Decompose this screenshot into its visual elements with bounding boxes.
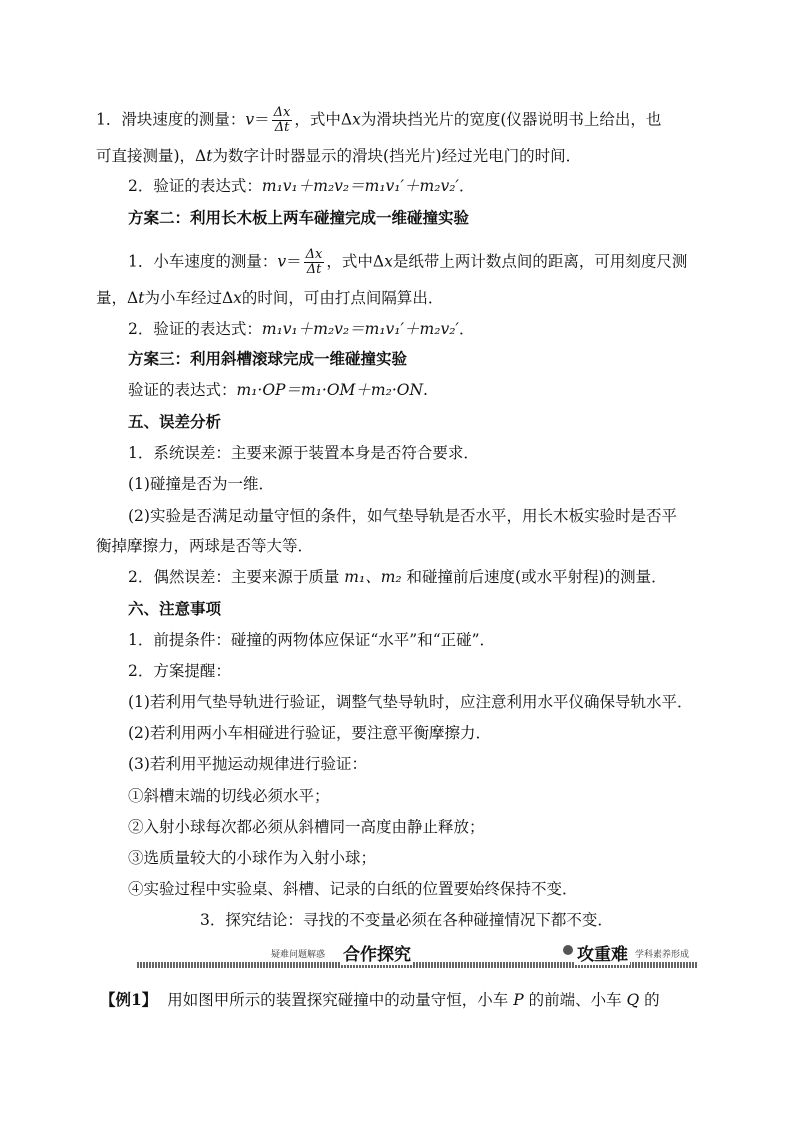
banner-title-1: 合作探究 (341, 940, 413, 965)
var-t: t (206, 147, 213, 165)
text: 为数字计时器显示的滑块(挡光片)经过光电门的时间． (212, 147, 582, 165)
text: 2．验证的表达式： (128, 177, 262, 195)
text: ＝ (254, 110, 270, 129)
var-m: m₁、m₂ (344, 568, 402, 586)
var-v: v (277, 252, 287, 271)
line-20: (2)若利用两小车相碰进行验证，要注意平衡摩擦力． (128, 724, 491, 742)
text: 是纸带上两计数点间的距离，可用刻度尺测 (392, 252, 688, 271)
line-23: ②入射小球每次都必须从斜槽同一高度由静止释放； (128, 818, 485, 836)
text: 验证的表达式： (128, 381, 237, 399)
text: 可直接测量)，Δ (96, 147, 207, 165)
frac-num: Δx (273, 105, 291, 120)
line-15 (128, 567, 667, 587)
frac-den: Δt (306, 262, 322, 277)
line-1 (96, 106, 661, 135)
frac-num: Δx (305, 247, 323, 262)
line-21: (3)若利用平抛运动规律进行验证： (128, 755, 367, 773)
text: 用如图甲所示的装置探究碰撞中的动量守恒，小车 (167, 991, 514, 1009)
fraction-dx-dt (304, 248, 325, 277)
text: ． (458, 320, 475, 338)
line-2 (96, 146, 581, 166)
fraction-dx-dt (272, 106, 293, 135)
example-1 (100, 990, 660, 1010)
text: 2．偶然误差：主要来源于质量 (128, 568, 345, 586)
line-22: ①斜槽末端的切线必须水平； (128, 787, 330, 805)
text: ． (458, 177, 475, 195)
line-8: 方案三：利用斜槽滚球完成一维碰撞实验 (128, 349, 408, 368)
banner-right-text: 学科素养形成 (635, 950, 690, 960)
line-17: 1．前提条件：碰撞的两物体应保证“水平”和“正碰”． (128, 631, 496, 649)
line-18: 2．方案提醒： (128, 662, 231, 680)
line-25: ④实验过程中实验桌、斜槽、记录的白纸的位置要始终保持不变． (128, 880, 578, 898)
text: 1．小车速度的测量： (128, 252, 278, 271)
section-banner (137, 940, 697, 970)
line-4: 方案二：利用长木板上两车碰撞完成一维碰撞实验 (128, 208, 470, 227)
text: 的时间，可由打点间隔算出． (241, 289, 444, 307)
banner-left-text: 疑难问题解惑 (271, 950, 326, 960)
var-x: x (233, 289, 242, 307)
var-x: x (384, 252, 393, 271)
text: 的前端、小车 (523, 991, 627, 1009)
text: ＝ (286, 252, 302, 271)
line-14: 衡掉摩擦力，两球是否等大等． (96, 537, 314, 555)
text: 和碰撞前后速度(或水平射程)的测量． (401, 568, 667, 586)
text: 量，Δ (96, 289, 139, 307)
text: . (423, 381, 428, 399)
line-5 (128, 248, 687, 277)
var-v: v (245, 110, 255, 129)
frac-den: Δt (274, 120, 290, 135)
section-heading-error-analysis: 五、误差分析 (128, 412, 222, 431)
line-6 (96, 288, 443, 308)
line-9 (128, 380, 428, 400)
var-x: x (352, 110, 361, 129)
line-3 (128, 176, 474, 196)
line-19: (1)若利用气垫导轨进行验证，调整气垫导轨时，应注意利用水平仪确保导轨水平． (128, 693, 693, 711)
text: 为小车经过Δ (144, 289, 234, 307)
example-tag: 【例1】 (100, 990, 158, 1009)
var-p: P (513, 991, 524, 1009)
banner-title-2: 攻重难 (575, 940, 630, 965)
section-heading-notes: 六、注意事项 (128, 599, 222, 618)
line-7 (128, 319, 474, 339)
banner-dot-icon (563, 945, 573, 955)
text: 1．滑块速度的测量： (96, 110, 246, 129)
line-24: ③选质量较大的小球作为入射小球； (128, 849, 377, 867)
text: 2．验证的表达式： (128, 320, 262, 338)
line-26: 3．探究结论：寻找的不变量必须在各种碰撞情况下都不变． (200, 911, 613, 929)
var-t: t (138, 289, 145, 307)
var-q: Q (626, 991, 640, 1009)
line-11: 1．系统误差：主要来源于装置本身是否符合要求． (128, 444, 479, 462)
line-12: (1)碰撞是否为一维． (128, 475, 274, 493)
text: 的 (639, 991, 660, 1009)
line-13: (2)实验是否满足动量守恒的条件，如气垫导轨是否水平，用长木板实验时是否平 (128, 507, 677, 525)
text: ，式中Δ (294, 110, 353, 129)
formula: m₁v₁＋m₂v₂＝m₁v₁′＋m₂v₂′ (261, 177, 459, 195)
text: ，式中Δ (326, 252, 385, 271)
text: 为滑块挡光片的宽度(仪器说明书上给出，也 (360, 110, 662, 129)
formula: m₁·OP＝m₁·OM＋m₂·ON (236, 381, 424, 399)
formula: m₁v₁＋m₂v₂＝m₁v₁′＋m₂v₂′ (261, 320, 459, 338)
